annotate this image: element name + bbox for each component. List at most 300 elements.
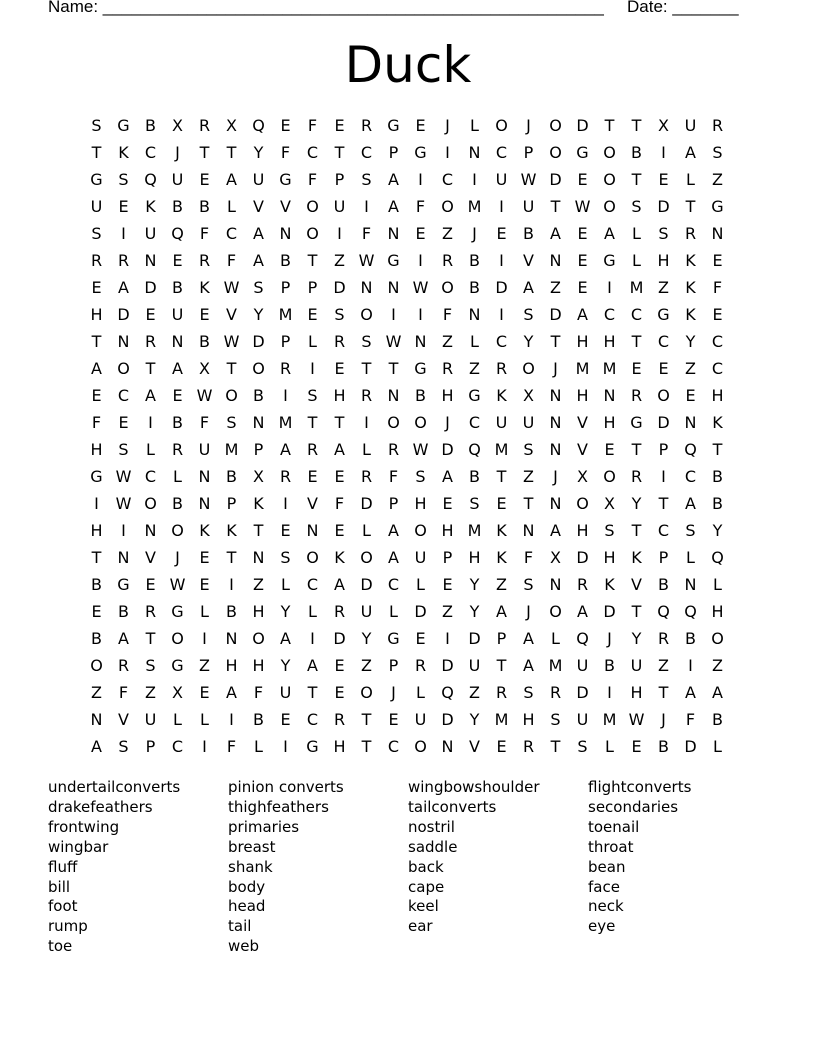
- grid-letter: R: [279, 359, 292, 378]
- grid-letter: T: [496, 656, 507, 675]
- grid-letter: C: [657, 332, 670, 351]
- grid-letter: D: [333, 629, 346, 648]
- grid-letter: L: [173, 710, 182, 729]
- grid-letter: A: [307, 656, 318, 675]
- grid-letter: D: [576, 683, 589, 702]
- grid-letter: M: [494, 710, 509, 729]
- grid-letter: S: [361, 170, 372, 189]
- grid-letter: D: [360, 494, 373, 513]
- grid-letter: L: [686, 170, 695, 189]
- grid-letter: D: [549, 170, 562, 189]
- grid-letter: U: [171, 305, 184, 324]
- grid-row: [83, 301, 731, 328]
- grid-letter: A: [388, 197, 399, 216]
- grid-letter: U: [522, 197, 535, 216]
- grid-letter: M: [575, 359, 590, 378]
- grid-letter: N: [387, 278, 400, 297]
- grid-letter: R: [333, 602, 346, 621]
- grid-letter: Y: [631, 494, 642, 513]
- grid-letter: L: [470, 116, 479, 135]
- grid-row: [83, 706, 731, 733]
- grid-letter: G: [171, 656, 184, 675]
- grid-row: [83, 517, 731, 544]
- grid-letter: F: [199, 413, 210, 432]
- grid-letter: D: [144, 278, 157, 297]
- grid-letter: Z: [469, 683, 480, 702]
- grid-row: [83, 355, 731, 382]
- grid-letter: T: [631, 440, 642, 459]
- word-list-item: thighfeathers: [228, 797, 329, 816]
- grid-letter: V: [118, 710, 129, 729]
- grid-letter: J: [526, 116, 531, 135]
- grid-letter: W: [196, 386, 213, 405]
- grid-letter: O: [549, 143, 562, 162]
- grid-letter: Z: [658, 278, 669, 297]
- grid-row: [83, 544, 731, 571]
- grid-letter: X: [577, 467, 588, 486]
- grid-letter: C: [630, 305, 643, 324]
- word-list-item: ear: [408, 917, 433, 936]
- grid-letter: E: [118, 197, 129, 216]
- grid-letter: N: [144, 521, 157, 540]
- grid-letter: A: [388, 521, 399, 540]
- puzzle-title: Duck: [344, 36, 472, 94]
- grid-letter: T: [199, 143, 210, 162]
- grid-letter: O: [711, 629, 724, 648]
- grid-letter: X: [199, 359, 210, 378]
- grid-letter: D: [495, 278, 508, 297]
- grid-letter: C: [495, 332, 508, 351]
- grid-letter: P: [442, 548, 453, 567]
- grid-letter: S: [523, 440, 534, 459]
- grid-letter: L: [416, 575, 425, 594]
- grid-letter: W: [412, 440, 429, 459]
- grid-letter: H: [576, 386, 589, 405]
- grid-row: [83, 328, 731, 355]
- grid-letter: F: [334, 494, 345, 513]
- grid-letter: X: [604, 494, 615, 513]
- word-list-item: pinion converts: [228, 778, 344, 796]
- word-list-item: bill: [48, 877, 71, 896]
- grid-letter: H: [576, 521, 589, 540]
- grid-letter: G: [387, 251, 400, 270]
- grid-letter: O: [360, 548, 373, 567]
- grid-letter: W: [412, 278, 429, 297]
- grid-letter: N: [468, 305, 481, 324]
- grid-letter: C: [603, 305, 616, 324]
- grid-letter: G: [117, 575, 130, 594]
- grid-letter: Y: [469, 710, 480, 729]
- grid-letter: A: [172, 359, 183, 378]
- word-list-item: nostril: [408, 817, 455, 836]
- grid-letter: R: [630, 386, 643, 405]
- grid-letter: N: [441, 737, 454, 756]
- grid-letter: U: [468, 656, 481, 675]
- grid-letter: I: [310, 629, 315, 648]
- grid-letter: Z: [361, 656, 372, 675]
- grid-letter: H: [90, 440, 103, 459]
- word-list-item: rump: [48, 917, 88, 936]
- grid-letter: F: [253, 683, 264, 702]
- grid-letter: E: [577, 278, 588, 297]
- grid-letter: A: [91, 359, 102, 378]
- grid-letter: J: [553, 359, 558, 378]
- grid-letter: H: [441, 521, 454, 540]
- grid-letter: S: [226, 413, 237, 432]
- word-list-item: primaries: [228, 817, 300, 836]
- grid-letter: I: [445, 143, 450, 162]
- grid-letter: H: [630, 683, 643, 702]
- grid-letter: B: [118, 602, 129, 621]
- grid-letter: E: [199, 548, 210, 567]
- grid-letter: R: [441, 359, 454, 378]
- grid-letter: Q: [684, 602, 697, 621]
- grid-letter: G: [306, 737, 319, 756]
- grid-letter: N: [414, 332, 427, 351]
- grid-letter: I: [661, 143, 666, 162]
- grid-letter: C: [225, 224, 238, 243]
- grid-letter: P: [523, 143, 534, 162]
- grid-letter: G: [414, 359, 427, 378]
- grid-letter: W: [628, 710, 645, 729]
- word-list-item: wingbar: [48, 837, 109, 856]
- grid-letter: W: [115, 494, 132, 513]
- grid-letter: O: [549, 602, 562, 621]
- grid-letter: D: [468, 629, 481, 648]
- grid-letter: S: [631, 197, 642, 216]
- grid-letter: U: [333, 197, 346, 216]
- word-list-item: breast: [228, 837, 276, 856]
- grid-letter: X: [253, 467, 264, 486]
- word-list-item: undertailconverts: [48, 778, 181, 796]
- grid-letter: S: [523, 683, 534, 702]
- grid-letter: R: [414, 656, 427, 675]
- grid-letter: M: [602, 359, 617, 378]
- grid-letter: Q: [576, 629, 589, 648]
- grid-letter: H: [90, 521, 103, 540]
- grid-letter: B: [172, 278, 183, 297]
- grid-letter: L: [281, 575, 290, 594]
- grid-letter: F: [361, 224, 372, 243]
- grid-letter: M: [548, 656, 563, 675]
- grid-letter: K: [631, 548, 642, 567]
- grid-letter: B: [469, 467, 480, 486]
- grid-letter: K: [334, 548, 345, 567]
- grid-letter: G: [414, 143, 427, 162]
- grid-letter: U: [684, 116, 697, 135]
- grid-letter: V: [469, 737, 480, 756]
- grid-letter: I: [148, 413, 153, 432]
- grid-letter: O: [657, 386, 670, 405]
- grid-letter: S: [415, 467, 426, 486]
- grid-letter: A: [550, 521, 561, 540]
- grid-letter: Z: [334, 251, 345, 270]
- grid-letter: R: [495, 359, 508, 378]
- grid-letter: E: [577, 251, 588, 270]
- grid-letter: W: [385, 332, 402, 351]
- grid-letter: A: [334, 575, 345, 594]
- grid-letter: J: [391, 683, 396, 702]
- grid-letter: F: [712, 278, 723, 297]
- grid-letter: L: [632, 224, 641, 243]
- grid-letter: T: [658, 683, 669, 702]
- grid-letter: O: [414, 521, 427, 540]
- grid-letter: C: [684, 467, 697, 486]
- word-list-item: wingbowshoulder: [408, 778, 540, 796]
- word-list-item: neck: [588, 897, 624, 916]
- grid-letter: H: [603, 413, 616, 432]
- grid-letter: J: [445, 413, 450, 432]
- grid-letter: U: [576, 656, 589, 675]
- grid-letter: F: [280, 143, 291, 162]
- grid-letter: V: [253, 197, 264, 216]
- grid-letter: K: [199, 278, 210, 297]
- grid-letter: O: [90, 656, 103, 675]
- grid-letter: I: [310, 359, 315, 378]
- grid-letter: S: [523, 575, 534, 594]
- grid-letter: L: [686, 548, 695, 567]
- grid-letter: M: [629, 278, 644, 297]
- grid-letter: N: [549, 440, 562, 459]
- grid-letter: T: [91, 143, 102, 162]
- grid-letter: L: [200, 602, 209, 621]
- grid-letter: V: [226, 305, 237, 324]
- grid-letter: E: [388, 710, 399, 729]
- grid-letter: F: [226, 737, 237, 756]
- grid-letter: K: [496, 548, 507, 567]
- grid-letter: R: [117, 251, 130, 270]
- grid-letter: N: [549, 494, 562, 513]
- grid-letter: S: [91, 224, 102, 243]
- grid-letter: M: [467, 197, 482, 216]
- grid-letter: Z: [469, 359, 480, 378]
- grid-letter: U: [198, 440, 211, 459]
- grid-letter: T: [361, 359, 372, 378]
- grid-letter: T: [550, 737, 561, 756]
- grid-letter: O: [576, 494, 589, 513]
- grid-letter: I: [607, 278, 612, 297]
- grid-letter: N: [549, 413, 562, 432]
- grid-letter: A: [523, 629, 534, 648]
- grid-letter: G: [279, 170, 292, 189]
- grid-letter: D: [117, 305, 130, 324]
- grid-letter: E: [199, 170, 210, 189]
- grid-letter: O: [495, 116, 508, 135]
- grid-letter: D: [252, 332, 265, 351]
- grid-letter: J: [175, 143, 180, 162]
- grid-letter: V: [631, 575, 642, 594]
- grid-letter: B: [712, 494, 723, 513]
- grid-letter: R: [360, 386, 373, 405]
- grid-letter: B: [631, 143, 642, 162]
- grid-letter: I: [391, 305, 396, 324]
- grid-letter: R: [306, 440, 319, 459]
- grid-letter: B: [469, 251, 480, 270]
- grid-letter: N: [522, 521, 535, 540]
- grid-letter: Q: [171, 224, 184, 243]
- grid-letter: Y: [523, 332, 534, 351]
- grid-letter: Y: [253, 143, 264, 162]
- grid-letter: R: [630, 467, 643, 486]
- grid-letter: R: [117, 656, 130, 675]
- grid-letter: C: [495, 143, 508, 162]
- grid-letter: R: [657, 629, 670, 648]
- grid-letter: B: [226, 467, 237, 486]
- grid-letter: F: [199, 224, 210, 243]
- grid-letter: A: [577, 602, 588, 621]
- grid-letter: M: [602, 710, 617, 729]
- grid-letter: I: [94, 494, 99, 513]
- grid-letter: Z: [712, 170, 723, 189]
- grid-row: [83, 274, 731, 301]
- grid-letter: Y: [280, 656, 291, 675]
- grid-letter: X: [550, 548, 561, 567]
- grid-letter: I: [364, 413, 369, 432]
- grid-letter: E: [415, 224, 426, 243]
- grid-letter: C: [711, 359, 724, 378]
- grid-letter: A: [550, 224, 561, 243]
- word-list-column: [48, 778, 228, 957]
- grid-letter: R: [144, 332, 157, 351]
- word-list-item: bean: [588, 857, 626, 876]
- grid-letter: T: [604, 116, 615, 135]
- grid-letter: T: [631, 602, 642, 621]
- grid-letter: H: [441, 386, 454, 405]
- grid-letter: R: [198, 116, 211, 135]
- grid-letter: S: [658, 224, 669, 243]
- grid-letter: Z: [442, 224, 453, 243]
- grid-letter: M: [224, 440, 239, 459]
- grid-letter: J: [607, 629, 612, 648]
- grid-letter: C: [387, 737, 400, 756]
- grid-letter: G: [90, 467, 103, 486]
- grid-letter: C: [144, 143, 157, 162]
- grid-letter: I: [202, 629, 207, 648]
- grid-letter: S: [118, 737, 129, 756]
- grid-letter: N: [144, 251, 157, 270]
- grid-letter: V: [577, 413, 588, 432]
- word-list-item: tail: [228, 917, 252, 936]
- grid-letter: O: [441, 197, 454, 216]
- grid-letter: I: [418, 305, 423, 324]
- grid-letter: F: [388, 467, 399, 486]
- grid-row: [83, 571, 731, 598]
- grid-letter: E: [658, 170, 669, 189]
- grid-letter: L: [551, 629, 560, 648]
- grid-letter: T: [226, 359, 237, 378]
- grid-letter: T: [631, 116, 642, 135]
- grid-letter: A: [280, 629, 291, 648]
- grid-letter: W: [223, 332, 240, 351]
- grid-letter: Y: [361, 629, 372, 648]
- grid-letter: G: [387, 116, 400, 135]
- grid-letter: I: [418, 251, 423, 270]
- grid-letter: E: [280, 710, 291, 729]
- word-list-item: secondaries: [588, 797, 679, 816]
- grid-letter: N: [387, 224, 400, 243]
- grid-letter: A: [685, 143, 696, 162]
- word-list-item: throat: [588, 837, 634, 856]
- grid-letter: E: [442, 494, 453, 513]
- grid-letter: E: [334, 683, 345, 702]
- grid-letter: M: [278, 413, 293, 432]
- grid-letter: H: [90, 305, 103, 324]
- word-list-item: head: [228, 897, 266, 916]
- grid-letter: U: [522, 413, 535, 432]
- grid-letter: Y: [469, 602, 480, 621]
- grid-letter: F: [685, 710, 696, 729]
- word-list-item: saddle: [408, 837, 458, 856]
- grid-letter: Z: [442, 332, 453, 351]
- grid-row: [83, 733, 731, 760]
- word-list-item: eye: [588, 917, 616, 936]
- grid-letter: T: [388, 359, 399, 378]
- word-list-item: shank: [228, 857, 273, 876]
- grid-letter: E: [280, 521, 291, 540]
- grid-letter: I: [499, 197, 504, 216]
- grid-letter: Y: [280, 602, 291, 621]
- grid-letter: S: [685, 521, 696, 540]
- grid-letter: E: [334, 521, 345, 540]
- grid-letter: N: [549, 575, 562, 594]
- grid-letter: I: [283, 386, 288, 405]
- grid-letter: R: [387, 440, 400, 459]
- grid-letter: I: [364, 197, 369, 216]
- grid-letter: T: [523, 494, 534, 513]
- grid-letter: R: [333, 710, 346, 729]
- grid-letter: O: [306, 197, 319, 216]
- grid-letter: K: [253, 494, 264, 513]
- grid-letter: E: [118, 413, 129, 432]
- grid-letter: Y: [631, 629, 642, 648]
- grid-letter: I: [121, 521, 126, 540]
- grid-letter: R: [441, 251, 454, 270]
- grid-letter: E: [712, 251, 723, 270]
- grid-letter: A: [496, 602, 507, 621]
- grid-letter: A: [226, 170, 237, 189]
- grid-letter: U: [90, 197, 103, 216]
- grid-letter: E: [604, 440, 615, 459]
- grid-letter: L: [632, 251, 641, 270]
- letter-grid: [83, 112, 731, 760]
- word-list-column: [588, 778, 768, 957]
- grid-letter: D: [576, 116, 589, 135]
- grid-letter: C: [468, 413, 481, 432]
- grid-letter: S: [577, 737, 588, 756]
- grid-letter: I: [661, 467, 666, 486]
- grid-letter: E: [415, 116, 426, 135]
- grid-letter: B: [253, 386, 264, 405]
- grid-letter: A: [388, 548, 399, 567]
- grid-letter: N: [171, 332, 184, 351]
- grid-letter: G: [117, 116, 130, 135]
- grid-letter: M: [467, 521, 482, 540]
- grid-letter: B: [415, 386, 426, 405]
- grid-letter: C: [360, 143, 373, 162]
- grid-letter: T: [361, 737, 372, 756]
- grid-row: [83, 625, 731, 652]
- worksheet-header: [48, 0, 739, 17]
- grid-letter: C: [306, 143, 319, 162]
- grid-letter: U: [144, 224, 157, 243]
- grid-letter: K: [496, 521, 507, 540]
- grid-letter: K: [199, 521, 210, 540]
- grid-letter: H: [333, 737, 346, 756]
- grid-letter: D: [657, 197, 670, 216]
- grid-letter: V: [145, 548, 156, 567]
- date-field-label: Date: _______: [627, 0, 739, 16]
- grid-letter: O: [441, 278, 454, 297]
